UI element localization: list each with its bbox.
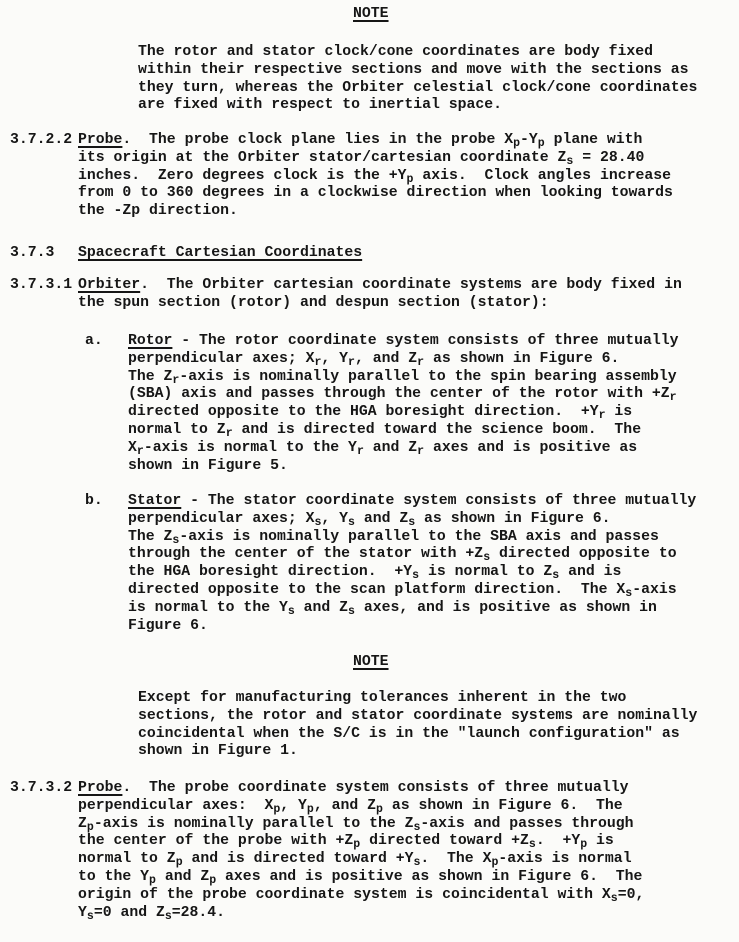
section-body — [78, 277, 729, 313]
section-title: Orbiter — [78, 277, 141, 293]
text-line: The $Z_r$-axis is nominally parallel to the spin bearing assembly — [128, 368, 677, 387]
section-3-7-3 — [10, 245, 729, 263]
note-heading-text: NOTE — [353, 654, 389, 670]
text-line — [78, 245, 729, 263]
text-line — [128, 493, 729, 511]
text-line-rest: . The Orbiter cartesian coordinate systems are body fixed in — [140, 277, 682, 293]
section-number: 3.7.2.2 — [10, 132, 73, 148]
note-heading-top — [353, 6, 389, 24]
note-paragraph-top — [138, 44, 697, 115]
text-line: the HGA boresight direction. $+Y_s$ is normal to $Z_s$ and is — [128, 564, 622, 583]
text-line: inches. Zero degrees clock is the $+Y_p$ axis. Clock angles increase — [78, 167, 671, 186]
text-line: perpendicular axes: $X_p$, $Y_p$, and $Z_p$ as shown in Figure 6. The — [78, 797, 623, 817]
section-number: 3.7.3.1 — [10, 277, 73, 293]
section-body — [78, 132, 729, 221]
text-line: The rotor and stator clock/cone coordinates are body fixed — [138, 44, 654, 60]
section-title: Spacecraft Cartesian Coordinates — [78, 245, 363, 261]
section-3-7-2-2 — [10, 132, 729, 221]
text-line — [78, 277, 729, 295]
section-title: Probe — [78, 780, 123, 796]
section-number: 3.7.3.2 — [10, 780, 73, 796]
text-line: $X_r$-axis is normal to the $Y_r$ and $Z_r$ axes and is positive as — [128, 439, 638, 458]
text-line: shown in Figure 5. — [128, 457, 288, 474]
note-paragraph-middle — [138, 690, 697, 761]
text-line: through the center of the stator with $+Z_s$ directed opposite to — [128, 546, 677, 565]
text-line-rest: . The probe coordinate system consists of three mutually — [122, 780, 629, 796]
text-line: normal to $Z_p$ and is directed toward $+Y_s$. The $X_p$-axis is normal — [78, 851, 632, 870]
text-line: is normal to the $Y_s$ and $Z_s$ axes, and is positive as shown in — [128, 599, 657, 618]
text-line — [78, 132, 729, 150]
text-line-rest: - The stator coordinate system consists of three mutually — [181, 493, 697, 509]
text-line: normal to $Z_r$ and is directed toward the science boom. The — [128, 421, 642, 441]
text-line-rest: . The probe clock plane lies in the probe $X_p-Y_p$ plane with — [122, 132, 643, 151]
text-line: its origin at the Orbiter stator/cartesian coordinate $Z_s = 28.40$ — [78, 149, 645, 169]
text-line: the center of the probe with $+Z_p$ directed toward $+Z_s$. $+Y_p$ is — [78, 833, 614, 852]
note-heading-middle — [353, 654, 389, 672]
text-line: directed opposite to the scan platform direction. The $X_s$-axis — [128, 581, 677, 601]
list-item-stator — [85, 493, 729, 635]
text-line: (SBA) axis and passes through the center of the rotor with $+Z_r$ — [128, 386, 677, 405]
section-3-7-3-1 — [10, 277, 729, 313]
text-line: from 0 to 360 degrees in a clockwise direction when looking towards — [78, 185, 673, 202]
list-item-rotor — [85, 333, 729, 475]
text-line: perpendicular axes; $X_s$, $Y_s$ and $Z_s$ as shown in Figure 6. — [128, 510, 611, 530]
text-line: sections, the rotor and stator coordinate systems are nominally — [138, 707, 698, 724]
text-line: $Z_p$-axis is nominally parallel to the $Z_s$-axis and passes through — [78, 815, 634, 834]
text-line: the spun section (rotor) and despun section (stator): — [78, 294, 549, 311]
text-line — [128, 333, 729, 351]
list-item-body — [128, 333, 729, 475]
text-line: perpendicular axes; $X_r$, $Y_r$, and $Z_r$ as shown in Figure 6. — [128, 350, 620, 370]
text-line: The $Z_s$-axis is nominally parallel to the SBA axis and passes — [128, 528, 659, 547]
section-body — [78, 245, 729, 263]
list-item-body — [128, 493, 729, 635]
list-marker: b. — [85, 493, 103, 509]
section-number: 3.7.3 — [10, 245, 55, 261]
text-line: directed opposite to the HGA boresight direction. $+Y_r$ is — [128, 404, 633, 423]
text-line: they turn, whereas the Orbiter celestial clock/cone coordinates — [138, 79, 698, 96]
note-heading-text: NOTE — [353, 6, 389, 22]
section-title: Probe — [78, 132, 123, 148]
text-line: are fixed with respect to inertial space. — [138, 97, 503, 114]
section-3-7-3-2 — [10, 780, 729, 922]
text-line: coincidental when the S/C is in the "launch configuration" as — [138, 725, 680, 742]
item-title: Stator — [128, 493, 182, 509]
text-line: origin of the probe coordinate system is coincidental with $X_s=0$, — [78, 886, 645, 905]
section-body — [78, 780, 729, 922]
text-line: $Y_s=0$ and $Z_s=28.4$. — [78, 904, 226, 923]
text-line: within their respective sections and move with the sections as — [138, 61, 689, 78]
list-marker: a. — [85, 333, 103, 349]
text-line: shown in Figure 1. — [138, 743, 298, 760]
item-title: Rotor — [128, 333, 173, 349]
text-line: to the $Y_p$ and $Z_p$ axes and is positive as shown in Figure 6. The — [78, 868, 643, 888]
text-line: Except for manufacturing tolerances inherent in the two — [138, 690, 627, 706]
text-line-rest: - The rotor coordinate system consists of three mutually — [172, 333, 679, 349]
text-line: Figure 6. — [128, 617, 208, 634]
text-line: the -Zp direction. — [78, 203, 238, 220]
text-line — [78, 780, 729, 798]
